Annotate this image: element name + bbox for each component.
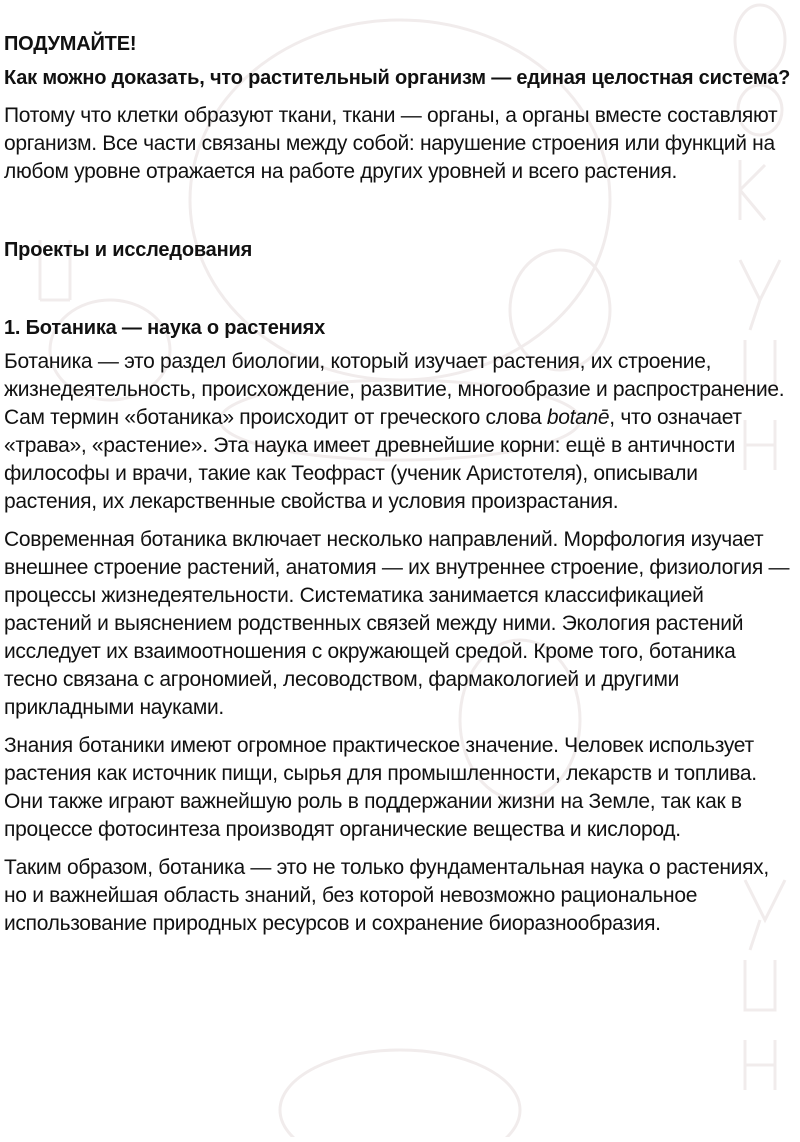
paragraph-text: Ботаника — это раздел биологии, который изучает растения, их строение, жизнедеятельность, происхождение, развитие, многообразие и распространение. Сам термин «ботаника» происходит от греческого слова bbox=[4, 350, 785, 429]
paragraph-text: , что означает «трава», «растение». Эта наука имеет древнейшие корни: ещё в античности философы и врачи, такие как Теофраст (ученик Аристотеля), описывали растения, их лекарственные свойства и условия произрастания. bbox=[4, 406, 742, 513]
paragraph-botany-importance: Знания ботаники имеют огромное практическое значение. Человек использует растения как источник пищи, сырья для промышленности, лекарств и топлива. Они также играют важнейшую роль в поддержании жизни на Земле, так как в процессе фотосинтеза производят органические вещества и кислород. bbox=[4, 734, 757, 841]
paragraph-botany-definition bbox=[4, 348, 792, 516]
subsection-title: 1. Ботаника — наука о растениях bbox=[4, 317, 326, 339]
section-title: Проекты и исследования bbox=[4, 239, 253, 261]
think-label: ПОДУМАЙТЕ! bbox=[4, 33, 137, 55]
paragraph-botany-branches: Современная ботаника включает несколько направлений. Морфология изучает внешнее строение растений, анатомия — их внутреннее строение, физиология — процессы жизнедеятельности. Систематика занимается классификацией растений и выяснением родственных связей между ними. Экология растений исследует их взаимоотношения с окружающей средой. Кроме того, ботаника тесно связана с агрономией, лесоводством, фармакологией и другими прикладными науками. bbox=[4, 528, 790, 719]
greek-term: botanē bbox=[546, 406, 610, 429]
paragraph-botany-conclusion: Таким образом, ботаника — это не только фундаментальная наука о растениях, но и важнейшая область знаний, без которой невозможно рациональное использование природных ресурсов и сохранение биоразнообразия. bbox=[4, 856, 769, 935]
think-answer: Потому что клетки образуют ткани, ткани — органы, а органы вместе составляют организм. Все части связаны между собой: нарушение строения или функций на любом уровне отражается на работе других уровней и всего растения. bbox=[4, 104, 778, 183]
think-question: Как можно доказать, что растительный организм — единая целостная система? bbox=[4, 67, 791, 89]
